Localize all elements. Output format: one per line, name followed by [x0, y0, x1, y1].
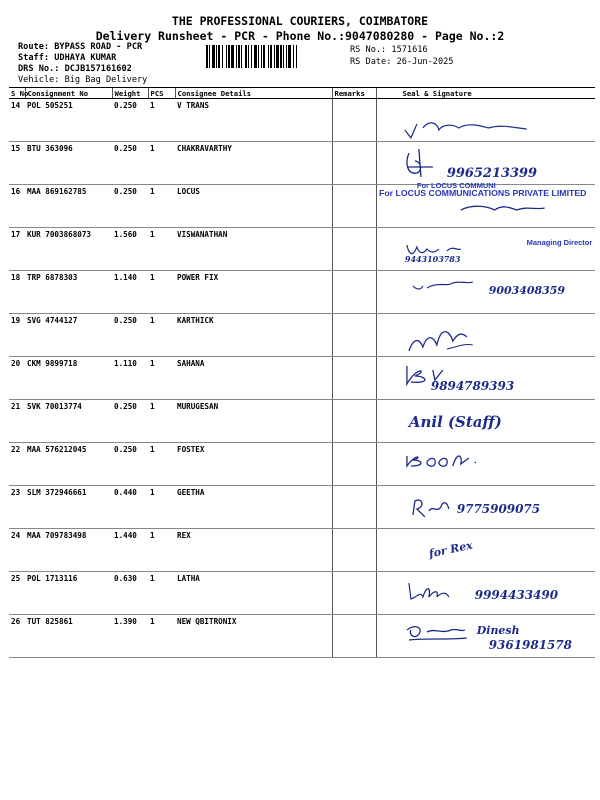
signature-cell [376, 615, 595, 658]
remarks-cell [332, 271, 376, 314]
table-row [9, 529, 595, 572]
director-stamp: Managing Director [526, 238, 592, 248]
pcs-cell: 1 [148, 615, 175, 658]
col-header-consignment: Consignment No [25, 88, 112, 99]
weight-cell: 0.250 [112, 443, 148, 486]
remarks-cell [332, 142, 376, 185]
table-row [9, 443, 595, 486]
table-row [9, 357, 595, 400]
pcs-cell: 1 [148, 142, 175, 185]
table-row [9, 99, 595, 142]
signature-drawing [377, 486, 596, 528]
company-stamp: For LOCUS COMMUNI [416, 181, 496, 191]
signature-phone: 9894789393 [430, 378, 514, 393]
weight-cell: 1.440 [112, 529, 148, 572]
col-header-consignee: Consignee Details [175, 88, 332, 99]
table-header-row [9, 88, 595, 99]
table-row [9, 185, 595, 228]
company-stamp: For LOCUS COMMUNICATIONS PRIVATE LIMITED [378, 189, 587, 199]
weight-cell: 0.250 [112, 400, 148, 443]
consignment-cell: TRP 6878303 [25, 271, 112, 314]
runsheet-table [9, 87, 595, 658]
remarks-cell [332, 185, 376, 228]
consignee-cell: KARTHICK [175, 314, 332, 357]
consignee-cell: V TRANS [175, 99, 332, 142]
consignment-cell: POL 1713116 [25, 572, 112, 615]
remarks-cell [332, 443, 376, 486]
signature-drawing [377, 314, 596, 356]
consignee-cell: POWER FIX [175, 271, 332, 314]
table-row [9, 142, 595, 185]
weight-cell: 1.140 [112, 271, 148, 314]
consignee-cell: VISWANATHAN [175, 228, 332, 271]
consignment-cell: KUR 7003868073 [25, 228, 112, 271]
signature-note: for Rex [427, 538, 474, 561]
sno-cell: 19 [9, 314, 25, 357]
col-header-sno: S No [11, 88, 29, 98]
consignment-cell: MAA 869162785 [25, 185, 112, 228]
signature-cell [376, 314, 595, 357]
sno-cell: 14 [9, 99, 25, 142]
signature-cell [376, 142, 595, 185]
signature-phone: 9443103783 [404, 254, 460, 264]
weight-cell: 1.110 [112, 357, 148, 400]
signature-cell [376, 529, 595, 572]
signature-drawing [377, 181, 596, 227]
route-label: Route: BYPASS ROAD - PCR [18, 42, 143, 52]
consignment-cell: BTU 363096 [25, 142, 112, 185]
sno-cell: 22 [9, 443, 25, 486]
consignee-cell: SAHANA [175, 357, 332, 400]
consignee-cell: FOSTEX [175, 443, 332, 486]
sno-cell: 25 [9, 572, 25, 615]
signature-note: Anil (Staff) [408, 412, 502, 431]
pcs-cell: 1 [148, 486, 175, 529]
consignment-cell: SLM 372946661 [25, 486, 112, 529]
remarks-cell [332, 615, 376, 658]
pcs-cell: 1 [148, 185, 175, 228]
consignment-cell: SVK 70013774 [25, 400, 112, 443]
signature-phone: 9965213399 [446, 165, 537, 181]
signature-drawing [377, 99, 596, 141]
signature-phone: 9003408359 [488, 283, 565, 297]
remarks-cell [332, 314, 376, 357]
table-row [9, 486, 595, 529]
remarks-cell [332, 99, 376, 142]
consignment-cell: MAA 709783498 [25, 529, 112, 572]
signature-cell [376, 228, 595, 271]
pcs-cell: 1 [148, 572, 175, 615]
drs-number: DRS No.: DCJB157161602 [18, 64, 132, 74]
col-header-remarks: Remarks [332, 88, 376, 99]
pcs-cell: 1 [148, 228, 175, 271]
weight-cell: 0.630 [112, 572, 148, 615]
signature-drawing [377, 271, 596, 313]
consignment-cell: SVG 4744127 [25, 314, 112, 357]
weight-cell: 0.440 [112, 486, 148, 529]
signature-phone: 9361981578 [488, 637, 572, 652]
signature-drawing [377, 443, 596, 485]
vehicle-label: Vehicle: Big Bag Delivery [18, 75, 148, 85]
consignment-cell: MAA 576212045 [25, 443, 112, 486]
pcs-cell: 1 [148, 314, 175, 357]
sno-cell: 15 [9, 142, 25, 185]
table-row [9, 400, 595, 443]
table-row [9, 615, 595, 658]
col-header-seal: Seal & Signature [376, 88, 595, 99]
pcs-cell: 1 [148, 529, 175, 572]
pcs-cell: 1 [148, 357, 175, 400]
weight-cell: 0.250 [112, 185, 148, 228]
signature-cell [376, 443, 595, 486]
col-header-weight: Weight [112, 88, 148, 99]
consignment-cell: CKM 9899718 [25, 357, 112, 400]
runsheet-title: Delivery Runsheet - PCR - Phone No.:9047080280 - Page No.:2 [95, 29, 505, 43]
pcs-cell: 1 [148, 271, 175, 314]
signature-cell [376, 400, 595, 443]
sno-cell: 17 [9, 228, 25, 271]
remarks-cell [332, 486, 376, 529]
sno-cell: 21 [9, 400, 25, 443]
consignee-cell: NEW QBITRONIX [175, 615, 332, 658]
company-title: THE PROFESSIONAL COURIERS, COIMBATORE [171, 14, 429, 28]
barcode [206, 45, 338, 68]
signature-cell [376, 181, 595, 228]
col-header-pcs: PCS [148, 88, 175, 99]
weight-cell: 1.560 [112, 228, 148, 271]
signature-cell [376, 486, 595, 529]
sno-cell: 23 [9, 486, 25, 529]
staff-label: Staff: UDHAYA KUMAR [18, 53, 117, 63]
signature-drawing [377, 572, 596, 614]
consignee-cell: CHAKRAVARTHY [175, 142, 332, 185]
table-row [9, 572, 595, 615]
signature-drawing [377, 615, 596, 657]
weight-cell: 0.250 [112, 99, 148, 142]
remarks-cell [332, 228, 376, 271]
signature-name: Dinesh [476, 624, 520, 638]
signature-drawing [377, 400, 596, 442]
table-row [9, 228, 595, 271]
sno-cell: 26 [9, 615, 25, 658]
weight-cell: 0.250 [112, 142, 148, 185]
consignee-cell: GEETHA [175, 486, 332, 529]
table-row [9, 271, 595, 314]
sno-cell: 24 [9, 529, 25, 572]
signature-cell [376, 99, 595, 142]
signature-phone: 9775909075 [456, 501, 540, 516]
consignment-cell: POL 505251 [25, 99, 112, 142]
sno-cell: 16 [9, 185, 25, 228]
consignee-cell: LATHA [175, 572, 332, 615]
pcs-cell: 1 [148, 99, 175, 142]
consignee-cell: LOCUS [175, 185, 332, 228]
signature-drawing [377, 142, 596, 184]
remarks-cell [332, 357, 376, 400]
signature-cell [376, 271, 595, 314]
sno-cell: 20 [9, 357, 25, 400]
remarks-cell [332, 572, 376, 615]
signature-cell [376, 572, 595, 615]
rs-date: RS Date: 26-Jun-2025 [350, 57, 454, 67]
weight-cell: 0.250 [112, 314, 148, 357]
consignee-cell: REX [175, 529, 332, 572]
table-row [9, 314, 595, 357]
signature-drawing [377, 529, 596, 571]
consignee-cell: MURUGESAN [175, 400, 332, 443]
signature-drawing [377, 228, 596, 270]
rs-number: RS No.: 1571616 [350, 45, 428, 55]
remarks-cell [332, 400, 376, 443]
pcs-cell: 1 [148, 443, 175, 486]
signature-phone: 9994433490 [474, 587, 558, 602]
pcs-cell: 1 [148, 400, 175, 443]
weight-cell: 1.390 [112, 615, 148, 658]
signature-drawing [377, 357, 596, 399]
sno-cell: 18 [9, 271, 25, 314]
consignment-cell: TUT 825861 [25, 615, 112, 658]
remarks-cell [332, 529, 376, 572]
signature-cell [376, 357, 595, 400]
